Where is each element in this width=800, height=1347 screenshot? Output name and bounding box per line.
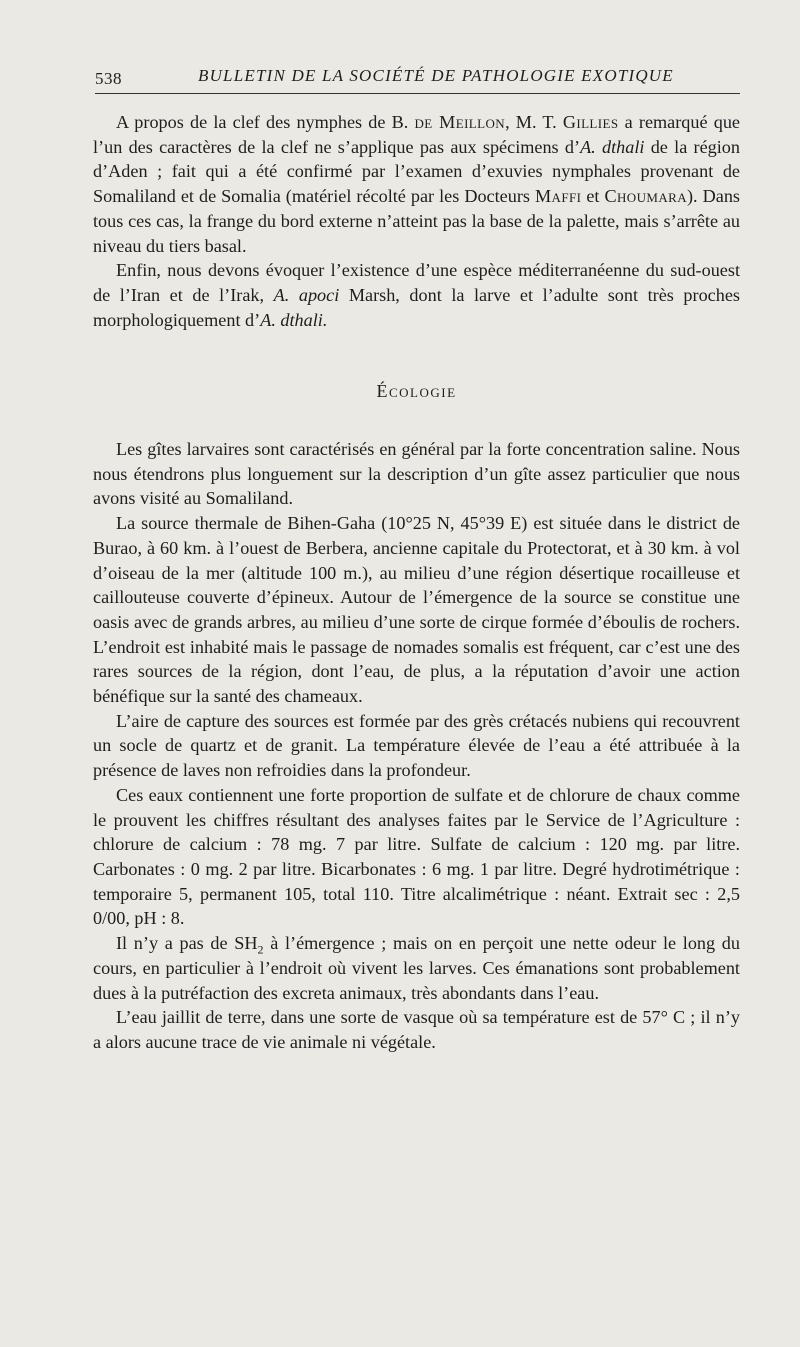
paragraph: Ces eaux contiennent une forte proportion de sulfate et de chlorure de chaux comme le prouvent les chiffres résultant des analyses faites par le Service de l’Agriculture : chlorure de calcium : 78 mg. 7 par litre. Sulfate de calcium : 120 mg. par litre. Carbonates : 0 mg. 2 par litre. Bicarbonates : 6 mg. 1 par litre. Degré hydrotimétrique : temporaire 5, permanent 105, total 110. Titre alcalimétrique : néant. Extrait sec : 2,5 0/00, pH : 8. bbox=[93, 784, 740, 929]
body-text bbox=[93, 110, 740, 1055]
header-rule bbox=[95, 93, 740, 94]
paragraph: La source thermale de Bihen-Gaha (10°25 N, 45°39 E) est située dans le district de Burao, à 60 km. à l’ouest de Berbera, ancienne capitale du Protectorat, et à 30 km. à vol d’oiseau de la mer (altitude 100 m.), au milieu d’une région désertique rocailleuse et caillouteuse couverte d’épineux. Autour de l’émergence de la source se constitue une oasis avec de grands arbres, au milieu d’une sorte de cirque formée d’éboulis de rochers. L’endroit est inhabité mais le passage de nomades somalis est fréquent, car c’est une des rares sources de la région, dont l’eau, de plus, a la réputation d’avoir une action bénéfique sur la santé des chameaux. bbox=[93, 513, 740, 707]
section-heading: Écologie bbox=[376, 381, 457, 402]
paragraph: Enfin, nous devons évoquer l’existence d’une espèce méditerranéenne du sud-ouest de l’Iran et de l’Irak, A. apoci Marsh, dont la larve et l’adulte sont très proches morphologiquement d’A. dthali. bbox=[93, 260, 740, 330]
running-title: BULLETIN DE LA SOCIÉTÉ DE PATHOLOGIE EXOTIQUE bbox=[198, 66, 674, 85]
paragraph: Il n’y a pas de $SH_2$ à l’émergence ; mais on en perçoit une nette odeur le long du cours, en particulier à l’endroit où vivent les larves. Ces émanations sont probablement dues à la putréfaction des excreta animaux, très abondants dans l’eau. bbox=[93, 933, 740, 1003]
paragraph: A propos de la clef des nymphes de B. de Meillon, M. T. Gillies a remarqué que l’un des caractères de la clef ne s’applique pas aux spécimens d’A. dthali de la région d’Aden ; fait qui a été confirmé par l’examen d’exuvies nymphales provenant de Somaliland et de Somalia (matériel récolté par les Docteurs Maffi et Choumara). Dans tous ces cas, la frange du bord externe n’atteint pas la base de la palette, mais s’arrête au niveau du tiers basal. bbox=[93, 112, 740, 256]
paragraph: L’aire de capture des sources est formée par des grès crétacés nubiens qui recouvrent un socle de quartz et de granit. La température élevée de l’eau a été attribuée à la présence de laves non refroidies dans la profondeur. bbox=[93, 710, 740, 781]
paragraph: L’eau jaillit de terre, dans une sorte de vasque où sa température est de 57° C ; il n’y a alors aucune trace de vie animale ni végétale. bbox=[93, 1007, 740, 1052]
page-header bbox=[95, 64, 740, 94]
page-number: 538 bbox=[95, 69, 122, 88]
paragraph: Les gîtes larvaires sont caractérisés en général par la forte concentration saline. Nous nous étendrons plus longuement sur la description d’un gîte assez particulier que nous avons visité au Somaliland. bbox=[93, 439, 740, 509]
